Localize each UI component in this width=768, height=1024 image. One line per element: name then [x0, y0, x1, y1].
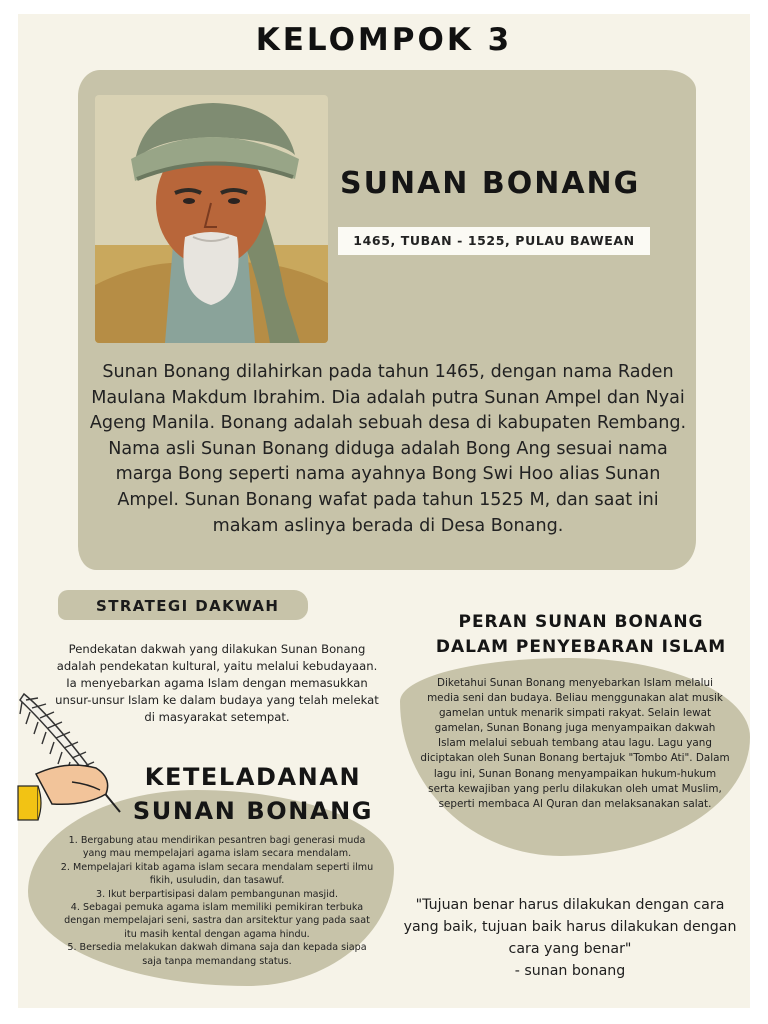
list-item: 3. Ikut berpartisipasi dalam pembangunan masjid. [95, 888, 339, 900]
list-item: 5. Bersedia melakukan dakwah dimana saja dan kepada siapa saja tanpa memandang status. [67, 942, 367, 967]
role-heading: PERAN SUNAN BONANG DALAM PENYEBARAN ISLAM [435, 612, 727, 657]
list-item: 1. Bergabung atau mendirikan pesantren bagi generasi muda yang mau mempelajari agama islam secara mendalam. [68, 835, 366, 860]
exemplary-heading: KETELADANAN SUNAN BONANG [132, 763, 374, 825]
list-item: 4. Sebagai pemuka agama islam memiliki pemikiran terbuka dengan mempelajari seni, sastra dan arsitektur yang pada saat itu masih kental dengan agama hindu. [64, 902, 370, 940]
biography-text: Sunan Bonang dilahirkan pada tahun 1465, dengan nama Raden Maulana Makdum Ibrahim. Dia adalah putra Sunan Ampel dan Nyai Ageng Manila. Bonang adalah sebuah desa di kabupaten Rembang. Nama asli Sunan Bonang diduga adalah Bong Ang sesuai nama marga Bong seperti nama ayahnya Bong Swi Hoo alias Sunan Ampel. Sunan Bonang wafat pada tahun 1525 M, dan saat ini makam aslinya berada di Desa Bonang. [89, 362, 687, 536]
exemplary-list [58, 834, 376, 968]
profile-name: SUNAN BONANG [340, 166, 641, 201]
sunan-bonang-portrait [95, 95, 328, 343]
strategy-text: Pendekatan dakwah yang dilakukan Sunan Bonang adalah pendekatan kultural, yaitu melalui kebudayaan. Ia menyebarkan agama Islam dengan memasukkan unsur-unsur Islam ke dalam budaya yang telah melekat di masyarakat setempat. [55, 642, 379, 724]
quote-author: - sunan bonang [514, 963, 626, 979]
list-item: 2. Mempelajari kitab agama islam secara mendalam seperti ilmu fikih, usuludin, dan tasawuf. [60, 861, 374, 887]
page-title: KELOMPOK 3 [255, 22, 513, 58]
role-text: Diketahui Sunan Bonang menyebarkan Islam melalui media seni dan budaya. Beliau menggunakan alat musik gamelan untuk menarik simpati rakyat. Selain lewat gamelan, Sunan Bonang juga menyampaikan dakwah Islam melalui sebuah tembang atau lagu. Lagu yang diciptakan oleh Sunan Bonang bertajuk "Tombo Ati". Dalam lagu ini, Sunan Bonang menyampaikan hukum-hukum serta kewajiban yang perlu dilakukan oleh umat Muslim, seperti membaca Al Quran dan melaksanakan salat. [420, 677, 730, 810]
quill-hand-icon [16, 690, 136, 830]
quote-text: "Tujuan benar harus dilakukan dengan cara yang baik, tujuan baik harus dilakukan dengan cara yang benar" [403, 897, 737, 957]
quote-block [400, 894, 740, 982]
strategy-heading: STRATEGI DAKWAH [96, 597, 280, 615]
life-span-banner: 1465, TUBAN - 1525, PULAU BAWEAN [338, 227, 650, 255]
